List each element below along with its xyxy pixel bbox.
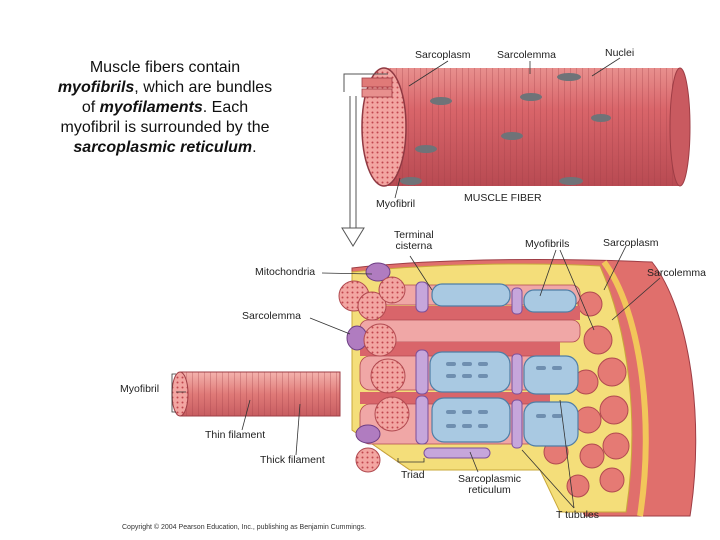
nucleus bbox=[430, 97, 452, 105]
nucleus bbox=[559, 177, 583, 185]
nucleus bbox=[400, 177, 422, 185]
label-myofibril-left: Myofibril bbox=[120, 383, 160, 395]
caption-term-sarcoplasmic-reticulum: sarcoplasmic reticulum bbox=[73, 139, 253, 156]
label-terminal-cisterna-line-1: Terminal bbox=[394, 229, 434, 241]
label-sarcolemma-top: Sarcolemma bbox=[497, 49, 556, 61]
copyright-notice: Copyright © 2004 Pearson Education, Inc., publishing as Benjamin Cummings. bbox=[122, 524, 367, 531]
label-sarcolemma-right: Sarcolemma bbox=[647, 267, 706, 279]
label-terminal-cisterna-line-2: cisterna bbox=[395, 240, 433, 252]
label-sarcoplasm-right: Sarcoplasm bbox=[603, 237, 659, 249]
label-muscle-fiber: MUSCLE FIBER bbox=[464, 192, 542, 204]
label-myofibril-top: Myofibril bbox=[376, 198, 416, 210]
caption-line-3-prefix: of bbox=[81, 99, 100, 116]
label-sarcoplasmic-reticulum bbox=[458, 474, 521, 496]
caption-line-1: Muscle fibers contain bbox=[89, 59, 241, 76]
label-myofibrils: Myofibrils bbox=[525, 238, 570, 250]
caption-term-myofilaments: myofilaments bbox=[99, 99, 203, 116]
caption-term-myofibrils: myofibrils bbox=[57, 79, 135, 96]
label-triad: Triad bbox=[401, 469, 425, 481]
caption-line-2: , which are bundles bbox=[134, 79, 273, 96]
fiber-cross-section bbox=[172, 260, 696, 516]
protruding-myofibril-left bbox=[172, 372, 340, 416]
label-sarcolemma-left: Sarcolemma bbox=[242, 310, 301, 322]
label-sarcoplasmic-reticulum-line-1: Sarcoplasmic bbox=[458, 473, 522, 485]
label-nuclei: Nuclei bbox=[605, 47, 635, 59]
nucleus bbox=[591, 114, 611, 122]
label-thick-filament: Thick filament bbox=[260, 454, 325, 466]
nucleus bbox=[501, 132, 523, 140]
caption-line-5: . bbox=[252, 139, 257, 156]
caption-line-4: myofibril is surrounded by the bbox=[60, 119, 270, 136]
label-mitochondria: Mitochondria bbox=[255, 266, 316, 278]
nucleus bbox=[520, 93, 542, 101]
label-sarcoplasm-top: Sarcoplasm bbox=[415, 49, 471, 61]
caption-line-3-rest: . Each bbox=[202, 99, 249, 116]
nucleus bbox=[415, 145, 437, 153]
label-terminal-cisterna bbox=[394, 230, 434, 252]
label-sarcoplasmic-reticulum-line-2: reticulum bbox=[468, 484, 511, 496]
nucleus bbox=[557, 73, 581, 81]
label-thin-filament: Thin filament bbox=[205, 429, 266, 441]
muscle-fiber-cylinder bbox=[362, 68, 690, 186]
label-t-tubules: T tubules bbox=[556, 509, 599, 521]
